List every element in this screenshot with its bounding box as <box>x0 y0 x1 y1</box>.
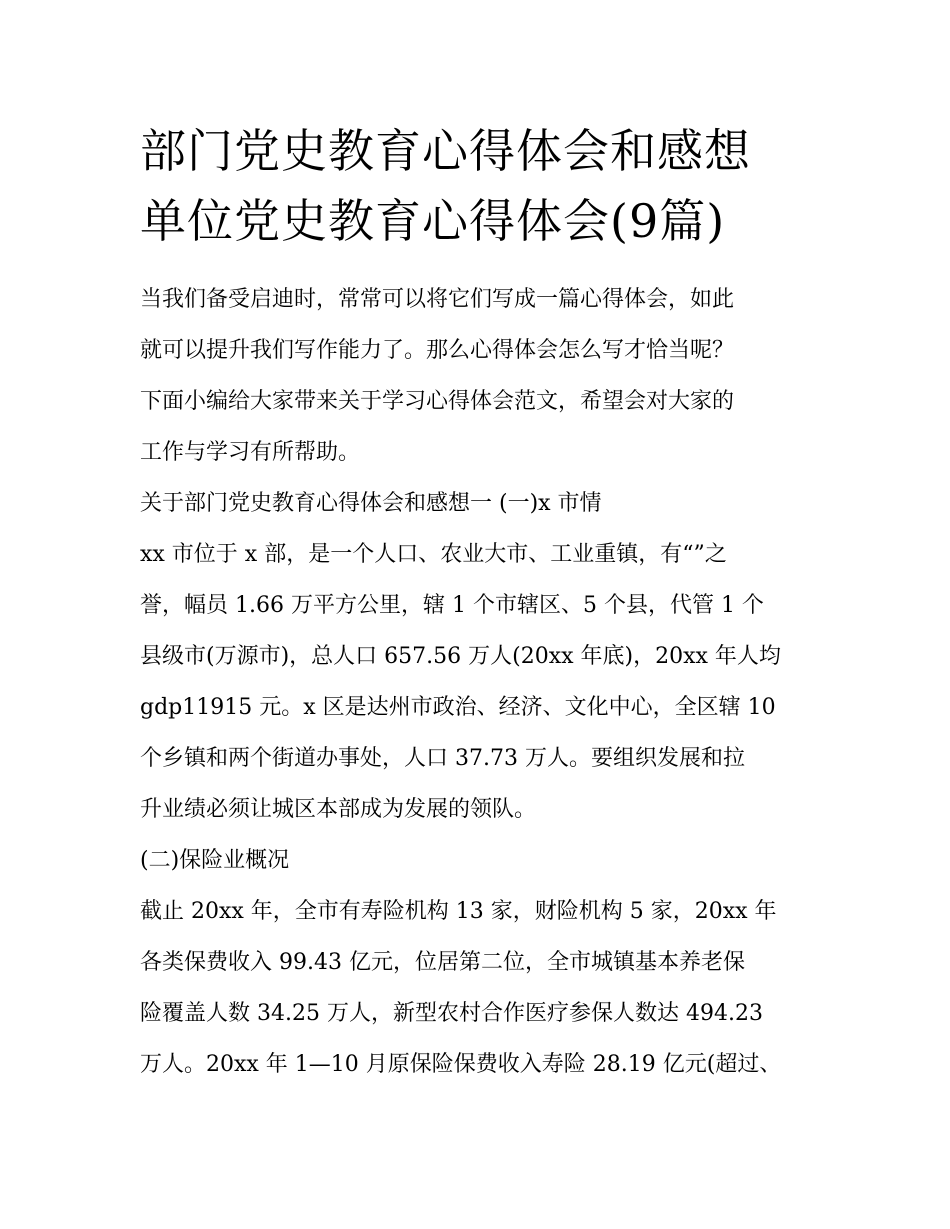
city-overview-paragraph: xx 市位于 x 部，是一个人口、农业大市、工业重镇，有“”之 誉，幅员 1.66 万平方公里，辖 1 个市辖区、5 个县，代管 1 个 县级市(万源市)，总人口 657.56 万人(20xx 年底)，20xx 年人均 gdp11915 元。x 区是达州市政治、经济、文化中心，全区辖 10 个乡镇和两个街道办事处，人口 37.73 万人。要组织发展和拉 升业绩必须让城区本部成为发展的领队。 <box>140 542 781 822</box>
document-title: 部门党史教育心得体会和感想 单位党史教育心得体会(9篇) <box>140 124 751 248</box>
intro-paragraph: 当我们备受启迪时，常常可以将它们写成一篇心得体会，如此 就可以提升我们写作能力了。那么心得体会怎么写才恰当呢？ 下面小编给大家带来关于学习心得体会范文，希望会对大家的 工作与学习有所帮助。 <box>140 287 735 465</box>
document-body <box>140 274 816 1090</box>
section-heading-city-overview: 关于部门党史教育心得体会和感想一 (一)x 市情 <box>140 491 602 516</box>
insurance-overview-paragraph: 截止 20xx 年，全市有寿险机构 13 家，财险机构 5 家，20xx 年 各类保费收入 99.43 亿元，位居第二位，全市城镇基本养老保 险覆盖人数 34.25 万人，新型农村合作医疗参保人数达 494.23 万人。20xx 年 1—10 月原保险保费收入寿险 28.19 亿元(超过、 <box>140 899 782 1077</box>
section-heading-insurance-overview: (二)保险业概况 <box>140 848 290 873</box>
